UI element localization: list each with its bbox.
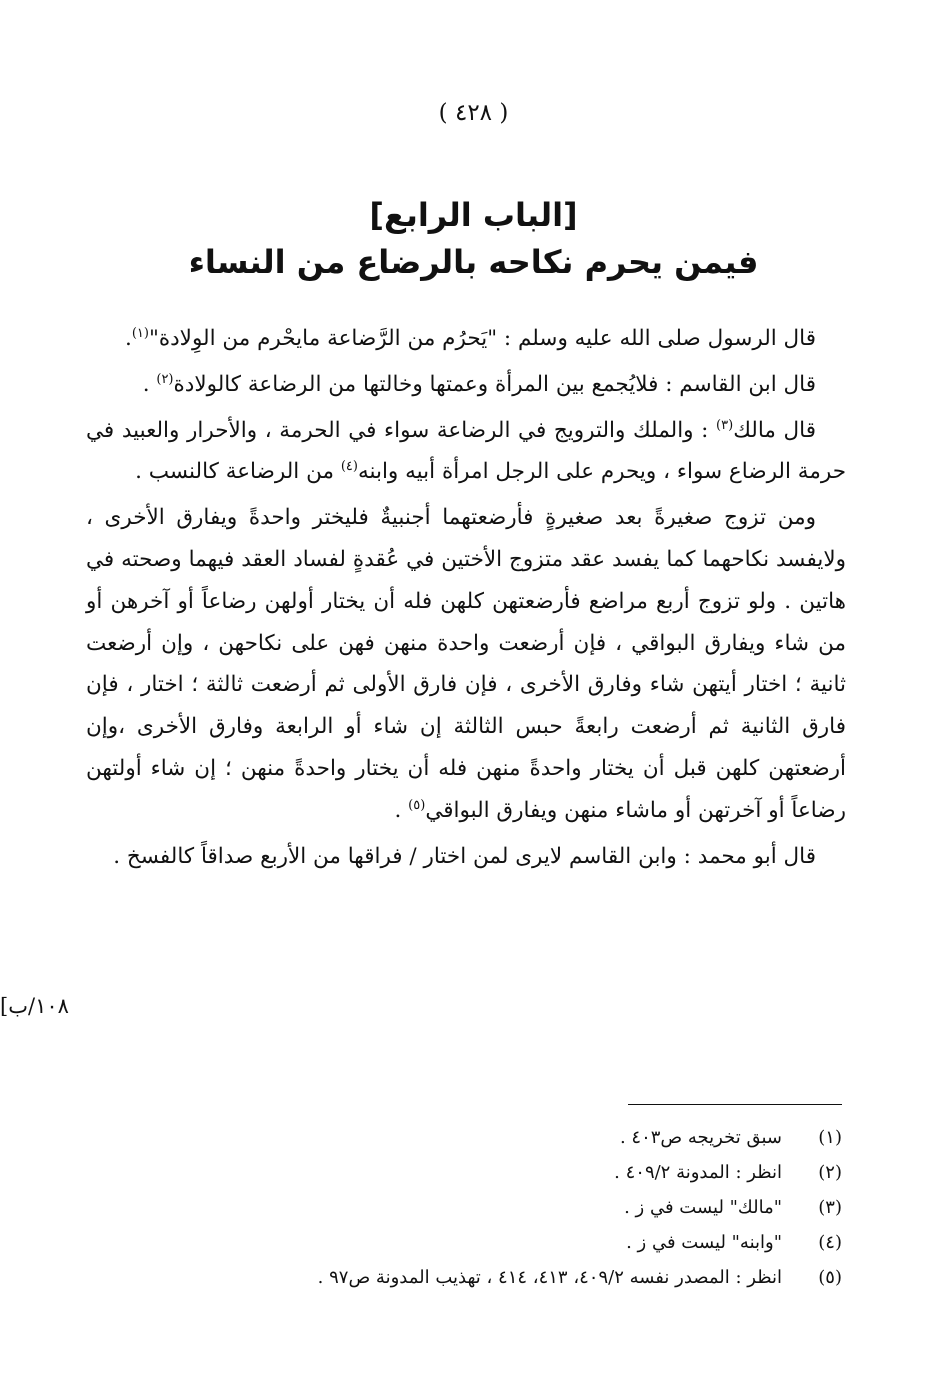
paragraph-tail: . xyxy=(142,371,157,397)
footnote-text: انظر : المصدر نفسه ٤٠٩/٢، ٤١٣، ٤١٤ ، تهذيب المدونة ص٩٧ . xyxy=(317,1267,782,1288)
paragraph-tail: . xyxy=(124,326,132,351)
footnote-number: (٣) xyxy=(818,1197,842,1218)
paragraph xyxy=(86,836,846,878)
footnote xyxy=(200,1120,842,1155)
footnote-number: (٥) xyxy=(818,1267,842,1288)
footnote-number: (٤) xyxy=(818,1232,842,1253)
paragraph xyxy=(86,318,846,360)
paragraph xyxy=(86,410,846,494)
paragraph-text: قال أبو محمد : وابن القاسم لايرى لمن اختار / فراقها من الأربع صداقاً كالفسخ . xyxy=(113,843,816,869)
paragraph-text: قال ابن القاسم : فلايُجمع بين المرأة وعمتها وخالتها من الرضاعة كالولادة xyxy=(173,371,816,397)
footnote-divider xyxy=(628,1104,842,1105)
footnote-number: (٢) xyxy=(818,1162,842,1183)
paragraph-tail: . xyxy=(394,797,409,823)
footnote-ref: (٢) xyxy=(156,371,174,387)
paragraph-text: : والملك والترويج في الرضاعة سواء في الحرمة ، والأحرار والعبيد في حرمة الرضاع سواء ، ويحرم على الرجل امرأة أبيه وابنه xyxy=(86,417,846,485)
footnote xyxy=(200,1225,842,1260)
footnote-text: "مالك" ليست في ز . xyxy=(624,1197,782,1218)
footnote-text: سبق تخريجه ص٤٠٣ . xyxy=(619,1127,782,1148)
chapter-subtitle: فيمن يحرم نكاحه بالرضاع من النساء xyxy=(188,243,759,281)
paragraph xyxy=(86,497,846,831)
manuscript-folio-note: [١٠٨/ب xyxy=(0,994,69,1018)
footnote-number: (١) xyxy=(818,1127,842,1148)
footnotes xyxy=(200,1120,842,1295)
paragraph-tail: من الرضاعة كالنسب . xyxy=(135,459,341,485)
paragraph-text: قال مالك xyxy=(733,417,816,443)
footnote xyxy=(200,1260,842,1295)
paragraph-text: ومن تزوج صغيرةً بعد صغيرةٍ فأرضعتهما أجنبيةٌ فليختر واحدةً ويفارق الأخرى ، ولايفسد نكاحهما كما يفسد عقد متزوج الأختين في عُقدةٍ لفساد العقد فيهما وصحته في هاتين . ولو تزوج أربع مراضع فأرضعتهن كلهن فله أن يختار أولهن رضاعاً أو آخرهن أو من شاء ويفارق البواقي ، فإن أرضعت واحدة منهن فهن على نكاحهن ، وإن أرضعت ثانية ؛ اختار أيتهن شاء وفارق الأخرى ، فإن فارق الأولى ثم أرضعت ثالثة ؛ اختار ، فإن فارق الثانية ثم أرضعت رابعةً حبس الثالثة إن شاء أو الرابعة وفارق الأخرى ،وإن أرضعتهن كلهن قبل أن يختار واحدةً منهن فله أن يختار واحدةً منهن ؛ إن شاء أولتهن رضاعاً أو آخرتهن أو ماشاء منهن ويفارق البواقي xyxy=(86,505,846,823)
footnote-ref: (٣) xyxy=(716,417,734,433)
paragraph xyxy=(86,364,846,406)
page-number: ( ٤٢٨ ) xyxy=(438,100,509,126)
footnote xyxy=(200,1155,842,1190)
footnote xyxy=(200,1190,842,1225)
footnote-text: "وابنه" ليست في ز . xyxy=(626,1232,782,1253)
footnote-ref: (١) xyxy=(131,325,149,341)
footnote-ref: (٥) xyxy=(408,797,426,813)
chapter-title: [الباب الرابع] xyxy=(369,196,578,234)
footnote-ref: (٤) xyxy=(340,459,358,475)
body-text xyxy=(86,318,846,881)
footnote-text: انظر : المدونة ٤٠٩/٢ . xyxy=(614,1162,782,1183)
paragraph-text: قال الرسول صلى الله عليه وسلم : "يَحرُم من الرَّضاعة مايحْرم من الوِلادة" xyxy=(148,326,816,351)
